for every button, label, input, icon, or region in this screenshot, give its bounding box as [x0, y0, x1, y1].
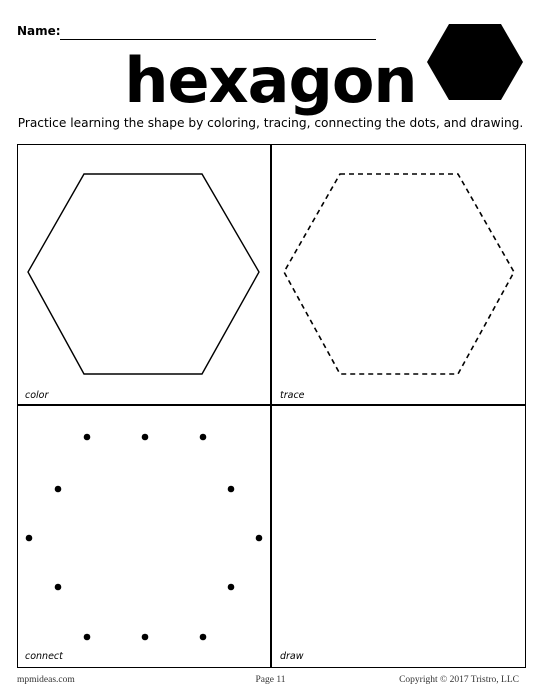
color-label: color: [25, 390, 49, 401]
page-title: hexagon: [124, 44, 417, 117]
dot: [200, 434, 207, 441]
trace-label: trace: [280, 390, 305, 401]
filled-hexagon-icon: [425, 22, 525, 102]
color-panel: [17, 144, 270, 404]
hexagon-outline: [28, 174, 259, 374]
name-label: Name:: [17, 24, 61, 38]
footer-site: mpmideas.com: [17, 675, 75, 685]
dot: [55, 584, 62, 591]
footer-page-number: Page 11: [255, 675, 286, 685]
name-line: [60, 39, 376, 40]
dot: [142, 434, 149, 441]
connect-panel: [17, 405, 270, 668]
dot: [26, 535, 33, 542]
dot: [228, 486, 235, 493]
footer-copyright: Copyright © 2017 Tristro, LLC: [399, 675, 519, 685]
dot: [142, 634, 149, 641]
trace-panel: [272, 144, 526, 404]
dot: [200, 634, 207, 641]
dot: [84, 634, 91, 641]
dot: [84, 434, 91, 441]
draw-label: draw: [280, 651, 304, 662]
connect-label: connect: [25, 651, 63, 662]
draw-panel[interactable]: [272, 405, 526, 668]
hexagon-dashed-outline: [284, 174, 514, 374]
dot: [55, 486, 62, 493]
instructions-text: Practice learning the shape by coloring, tracing, connecting the dots, and drawing.: [17, 116, 524, 130]
dot: [256, 535, 263, 542]
dot: [228, 584, 235, 591]
